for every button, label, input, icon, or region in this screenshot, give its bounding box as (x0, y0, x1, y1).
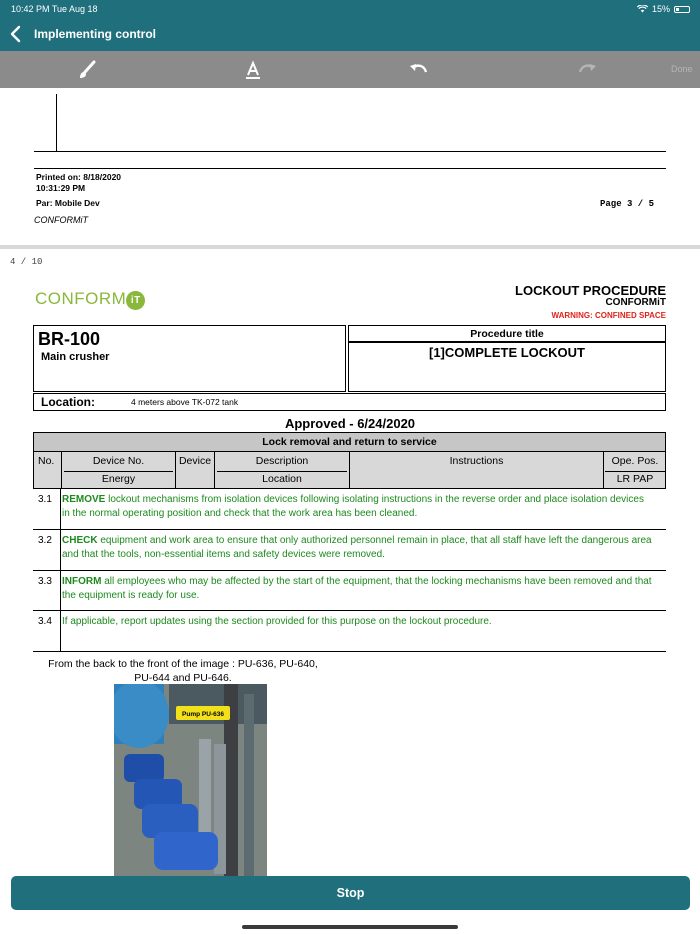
previous-page-footer (0, 88, 700, 246)
instruction-keyword: CHECK (62, 535, 98, 546)
instruction-text: lockout mechanisms from isolation devices following isolating instructions in the reverse order and place isolation devices in the normal operating position and check that the work area has been cleaned. (62, 494, 644, 519)
approved-date: Approved - 6/24/2020 (284, 416, 416, 431)
redo-icon[interactable] (576, 59, 598, 81)
conformit-logo (35, 289, 145, 310)
printed-on (36, 172, 121, 194)
wifi-icon (637, 5, 648, 13)
section-title: Lock removal and return to service (33, 432, 666, 452)
instruction-keyword: REMOVE (62, 494, 106, 505)
col-instructions: Instructions (449, 455, 504, 467)
col-device: Device (178, 455, 212, 467)
table-row (33, 611, 666, 652)
signature-line (56, 94, 57, 152)
location-label: Location: (41, 395, 95, 409)
row-instruction (62, 575, 652, 603)
table-row (33, 489, 666, 530)
document-subheading: CONFORMiT (605, 297, 666, 308)
divider (34, 168, 666, 169)
row-instruction (62, 493, 652, 521)
photo-caption (0, 657, 366, 685)
printed-by: Par: Mobile Dev (36, 198, 100, 208)
row-instruction (62, 615, 652, 629)
col-no: No. (38, 455, 55, 467)
header-divider (217, 471, 347, 472)
battery-percent: 15% (651, 4, 670, 14)
equipment-name: Main crusher (41, 351, 110, 363)
divider (34, 151, 666, 152)
nav-bar (0, 18, 700, 51)
battery-icon (674, 6, 690, 13)
instruction-text: equipment and work area to ensure that only authorized personnel remain in place, that all staff have left the dangerous area and that the tools, non-essential items and safety devices were removed. (62, 535, 652, 560)
row-number: 3.4 (38, 616, 52, 627)
home-indicator (242, 925, 458, 929)
table-row (33, 530, 666, 571)
logo-text: CONFORM (35, 289, 127, 308)
document-header (515, 283, 666, 320)
instruction-text: If applicable, report updates using the section provided for this purpose on the lockout procedure. (62, 616, 492, 627)
logo-badge: iT (126, 291, 145, 310)
col-device-no: Device No. (92, 455, 145, 467)
col-ope-pos: Ope. Pos. (611, 455, 659, 467)
undo-icon[interactable] (408, 59, 430, 81)
row-number: 3.2 (38, 535, 52, 546)
pump-photo (114, 684, 267, 876)
col-description: Description (255, 455, 309, 467)
row-number: 3.1 (38, 494, 52, 505)
back-chevron-icon[interactable] (8, 24, 24, 44)
row-number: 3.3 (38, 576, 52, 587)
nav-title: Implementing control (34, 27, 157, 41)
row-divider (60, 571, 61, 610)
procedure-title-label: Procedure title (348, 325, 666, 342)
equipment-box (33, 325, 346, 392)
status-time: 10:42 PM Tue Aug 18 (11, 4, 98, 14)
col-energy: Energy (101, 473, 136, 485)
text-format-icon[interactable] (242, 59, 264, 81)
header-divider (64, 471, 173, 472)
procedure-title-box (348, 342, 666, 392)
location-value: 4 meters above TK-072 tank (131, 397, 239, 407)
equipment-code: BR-100 (38, 329, 101, 349)
page-number: Page 3 / 5 (600, 199, 655, 209)
brush-icon[interactable] (76, 59, 98, 81)
done-button[interactable]: Done (671, 64, 693, 74)
row-divider (60, 611, 61, 651)
instruction-text: all employees who may be affected by the start of the equipment, that the locking mechanisms have been removed and that the equipment is ready for use. (62, 576, 652, 601)
instruction-keyword: INFORM (62, 576, 102, 587)
footer-brand: CONFORMiT (34, 215, 88, 225)
photo-tag-label: Pump PU-636 (182, 711, 224, 718)
status-bar (0, 0, 700, 18)
status-right (637, 4, 690, 14)
row-instruction (62, 534, 652, 562)
row-divider (60, 530, 61, 570)
printed-time: 10:31:29 PM (36, 183, 86, 193)
document-heading: LOCKOUT PROCEDURE (515, 283, 666, 298)
annotation-toolbar (0, 51, 700, 88)
caption-line: From the back to the front of the image : PU-636, PU-640, (48, 658, 318, 670)
printed-date: Printed on: 8/18/2020 (36, 172, 122, 182)
col-lr-pap: LR PAP (616, 473, 654, 485)
row-divider (60, 489, 61, 529)
caption-line: PU-644 and PU-646. (134, 672, 232, 684)
location-box (33, 393, 666, 411)
header-divider (605, 471, 665, 472)
col-location: Location (262, 473, 302, 485)
stop-button[interactable]: Stop (11, 876, 690, 910)
procedure-title: [1]COMPLETE LOCKOUT (429, 345, 585, 360)
page-counter: 4 / 10 (10, 257, 43, 267)
pump-photo-illustration (114, 684, 267, 876)
table-header (33, 452, 666, 489)
table-row (33, 571, 666, 611)
warning-text: WARNING: CONFINED SPACE (551, 311, 666, 320)
page-separator (0, 245, 700, 249)
